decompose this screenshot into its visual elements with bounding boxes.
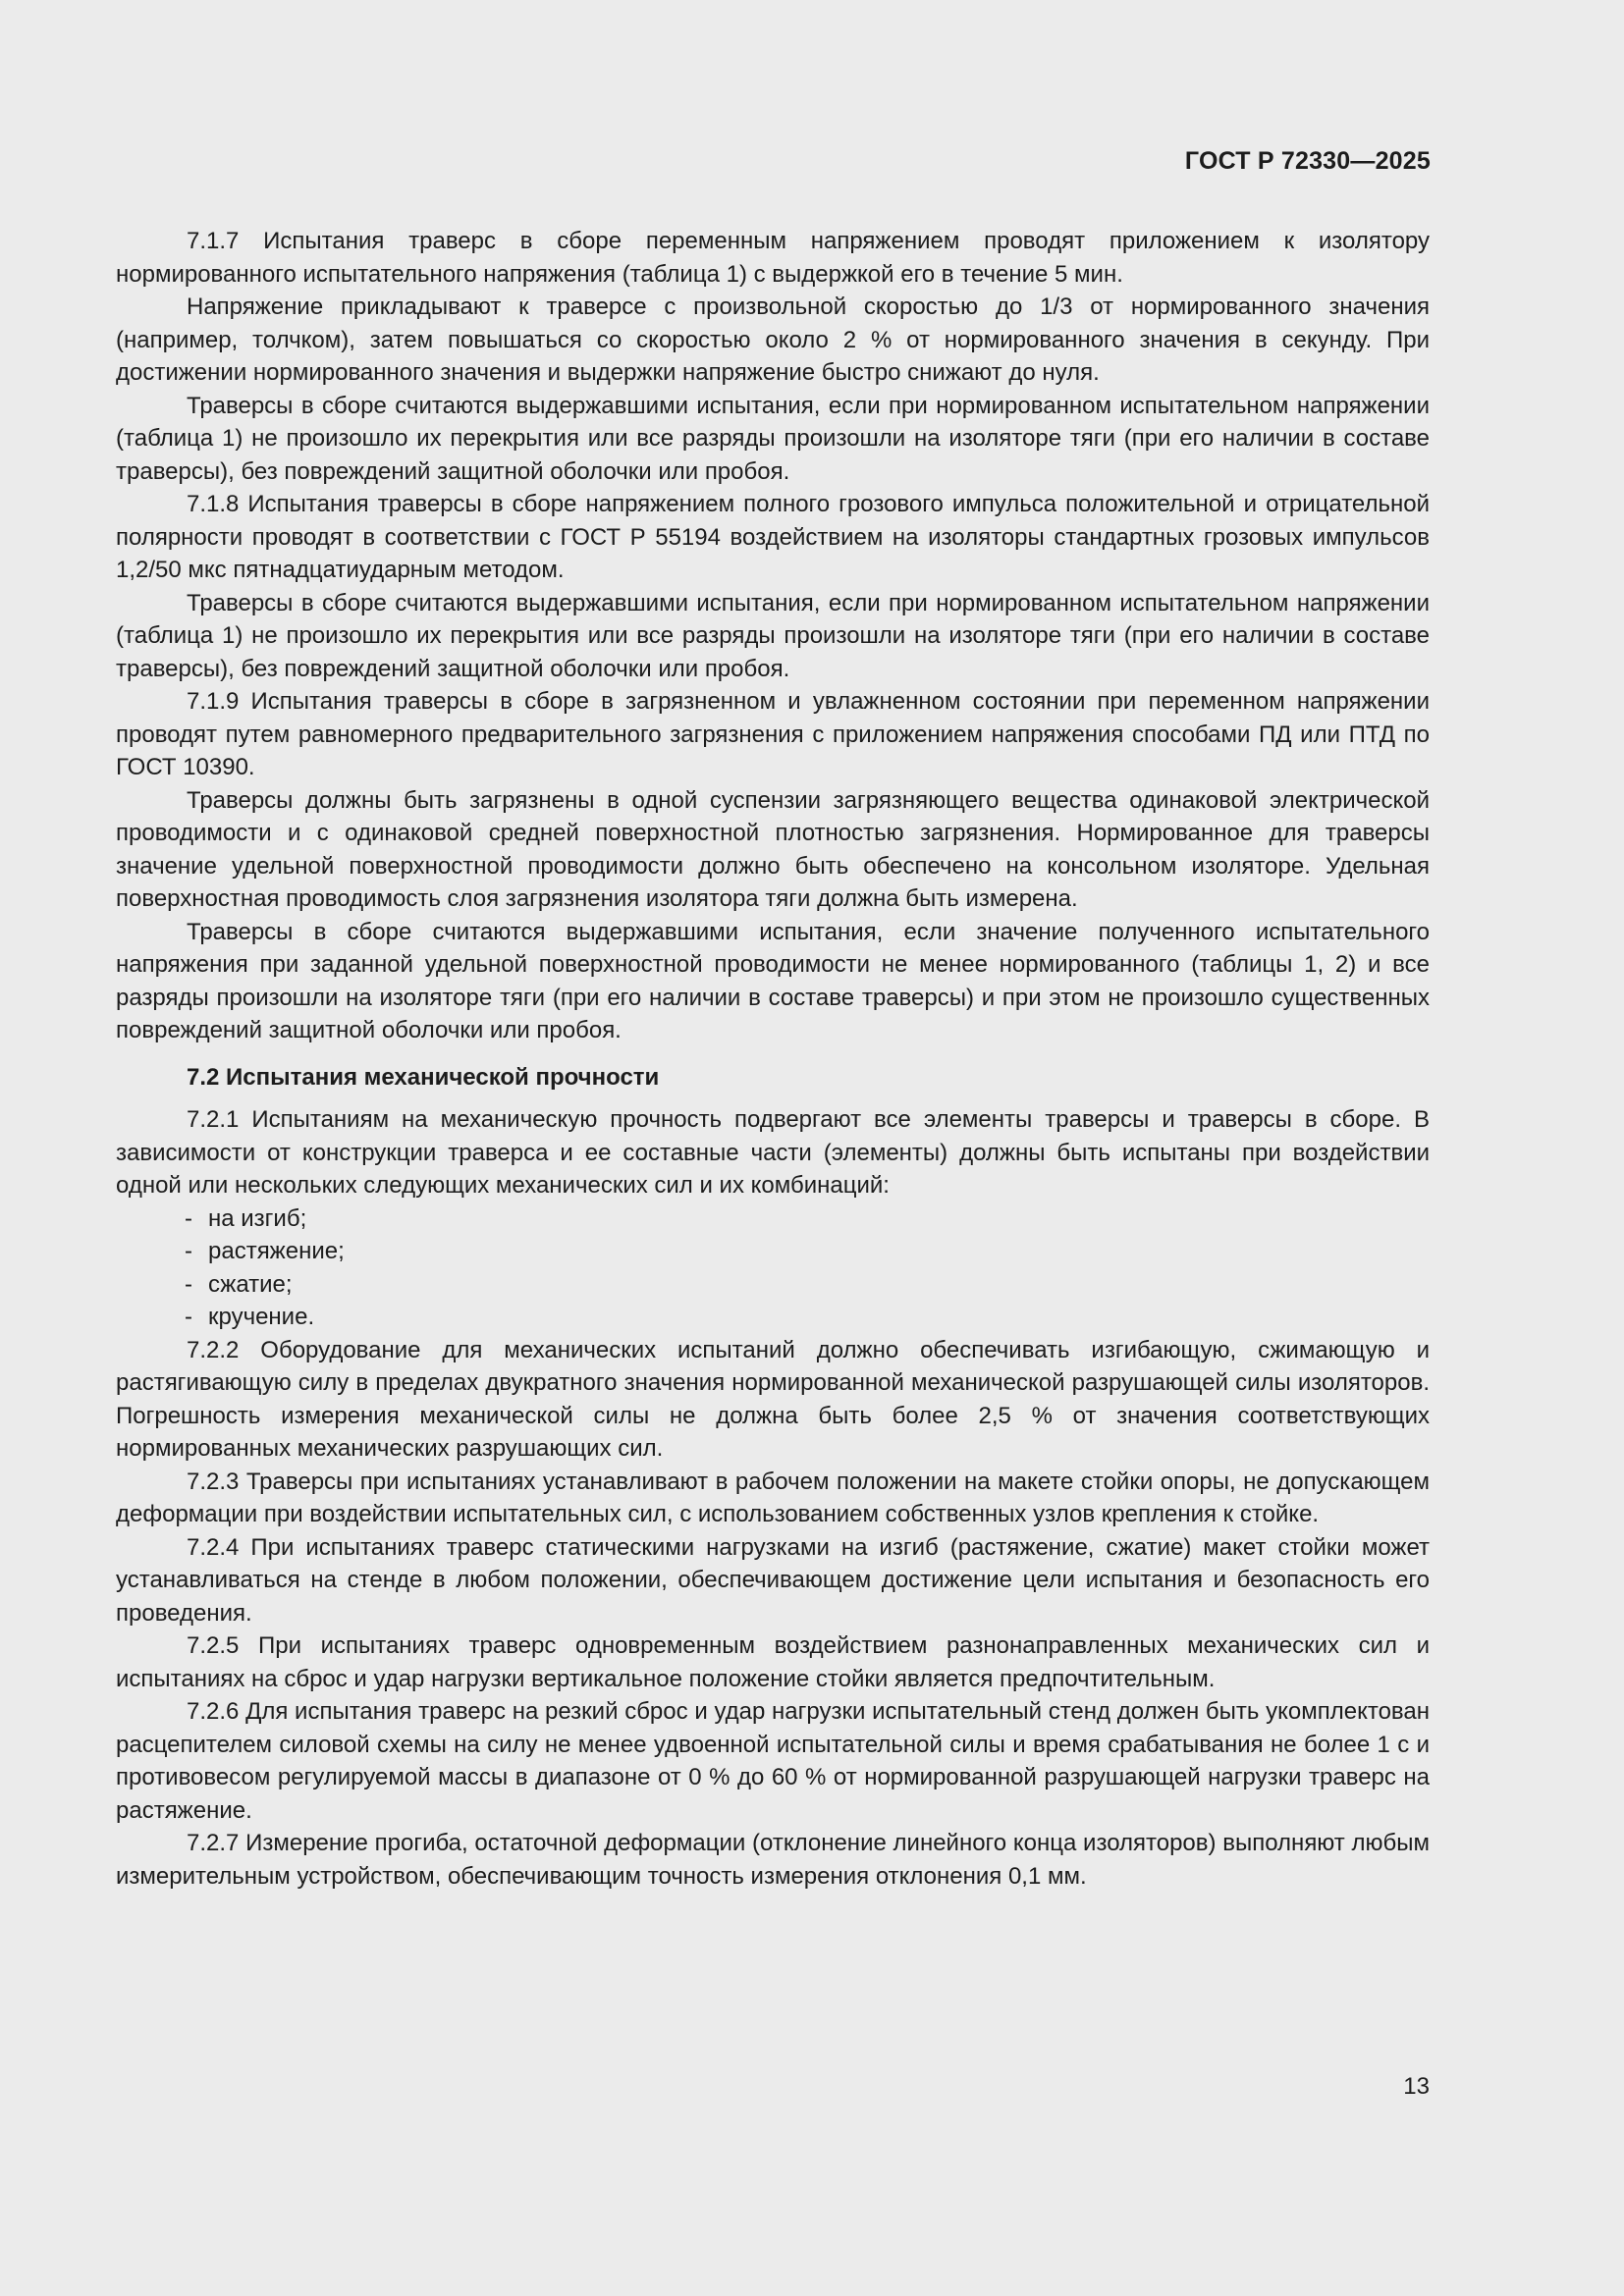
- paragraph-7-1-7: 7.1.7 Испытания траверс в сборе переменным напряжением проводят приложением к изолятору нормированного испытательного напряжения (таблица 1) с выдержкой его в течение 5 мин.: [116, 228, 1430, 288]
- page-number: 13: [1403, 2073, 1430, 2100]
- paragraph-7-2-1: 7.2.1 Испытаниям на механическую прочность подвергают все элементы траверсы и траверсы в сборе. В зависимости от конструкции траверса и ее составные части (элементы) должны быть испытаны при воздействии одной или нескольких следующих механических сил и их комбинаций:: [116, 1106, 1430, 1199]
- paragraph: Траверсы в сборе считаются выдержавшими испытания, если при нормированном испытательном напряжении (таблица 1) не произошло их перекрытия или все разряды произошли на изоляторе тяги (при его наличии в составе траверсы), без повреждений защитной оболочки или пробоя.: [116, 392, 1430, 485]
- section-title-7-2: 7.2 Испытания механической прочности: [187, 1063, 660, 1091]
- document-header: ГОСТ Р 72330—2025: [1184, 147, 1431, 175]
- list-item: - кручение.: [185, 1301, 1430, 1334]
- paragraph-7-2-7: 7.2.7 Измерение прогиба, остаточной деформации (отклонение линейного конца изоляторов) выполняют любым измерительным устройством, обеспечивающим точность измерения отклонения 0,1 мм.: [116, 1830, 1430, 1890]
- paragraph: Напряжение прикладывают к траверсе с произвольной скоростью до 1/3 от нормированного значения (например, толчком), затем повышаться со скоростью около 2 % от нормированного значения в секунду. При достижении нормированного значения и выдержки напряжение быстро снижают до нуля.: [116, 294, 1430, 386]
- list-item: - растяжение;: [185, 1235, 1430, 1268]
- paragraph-7-1-9: 7.1.9 Испытания траверсы в сборе в загрязненном и увлажненном состоянии при переменном напряжении проводят путем равномерного предварительного загрязнения с приложением напряжения способами ПД или ПТД по ГОСТ 10390.: [116, 688, 1430, 780]
- paragraph-7-2-3: 7.2.3 Траверсы при испытаниях устанавливают в рабочем положении на макете стойки опоры, не допускающем деформации при воздействии испытательных сил, с использованием собственных узлов крепления к стойке.: [116, 1468, 1430, 1527]
- paragraph-7-1-8: 7.1.8 Испытания траверсы в сборе напряжением полного грозового импульса положительной и отрицательной полярности проводят в соответствии с ГОСТ Р 55194 воздействием на изоляторы стандартных грозовых импульсов 1,2/50 мкс пятнадцатиударным методом.: [116, 491, 1430, 583]
- paragraph: Траверсы должны быть загрязнены в одной суспензии загрязняющего вещества одинаковой электрической проводимости и с одинаковой средней поверхностной плотностью загрязнения. Нормированное для траверсы значение удельной поверхностной проводимости должно быть обеспечено на консольном изоляторе. Удельная поверхностная проводимость слоя загрязнения изолятора тяги должна быть измерена.: [116, 786, 1430, 912]
- paragraph-7-2-4: 7.2.4 При испытаниях траверс статическими нагрузками на изгиб (растяжение, сжатие) макет стойки может устанавливаться на стенде в любом положении, обеспечивающем достижение цели испытания и безопасность его проведения.: [116, 1533, 1430, 1627]
- list-item: - на изгиб;: [185, 1202, 1430, 1236]
- paragraph: Траверсы в сборе считаются выдержавшими испытания, если значение полученного испытательного напряжения при заданной удельной поверхностной проводимости не менее нормированного (таблицы 1, 2) и все разряды произошли на изоляторе тяги (при его наличии в составе траверсы) и при этом не произошло существенных повреждений защитной оболочки или пробоя.: [116, 918, 1430, 1043]
- paragraph-7-2-5: 7.2.5 При испытаниях траверс одновременным воздействием разнонаправленных механических сил и испытаниях на сброс и удар нагрузки вертикальное положение стойки является предпочтительным.: [116, 1632, 1430, 1692]
- document-body: [116, 225, 1430, 1893]
- paragraph-7-2-2: 7.2.2 Оборудование для механических испытаний должно обеспечивать изгибающую, сжимающую и растягивающую силу в пределах двукратного значения нормированной механической разрушающей силы изоляторов. Погрешность измерения механической силы не должна быть более 2,5 % от значения соответствующих нормированных механических разрушающих сил.: [116, 1336, 1430, 1462]
- paragraph-7-2-6: 7.2.6 Для испытания траверс на резкий сброс и удар нагрузки испытательный стенд должен быть укомплектован расцепителем силовой схемы на силу не менее удвоенной испытательной силы и время срабатывания не более 1 с и противовесом регулируемой массы в диапазоне от 0 % до 60 % от нормированной разрушающей нагрузки траверс на растяжение.: [116, 1698, 1430, 1824]
- paragraph: Траверсы в сборе считаются выдержавшими испытания, если при нормированном испытательном напряжении (таблица 1) не произошло их перекрытия или все разряды произошли на изоляторе тяги (при его наличии в составе траверсы), без повреждений защитной оболочки или пробоя.: [116, 589, 1430, 682]
- force-types-list: [116, 1202, 1430, 1334]
- list-item: - сжатие;: [185, 1268, 1430, 1302]
